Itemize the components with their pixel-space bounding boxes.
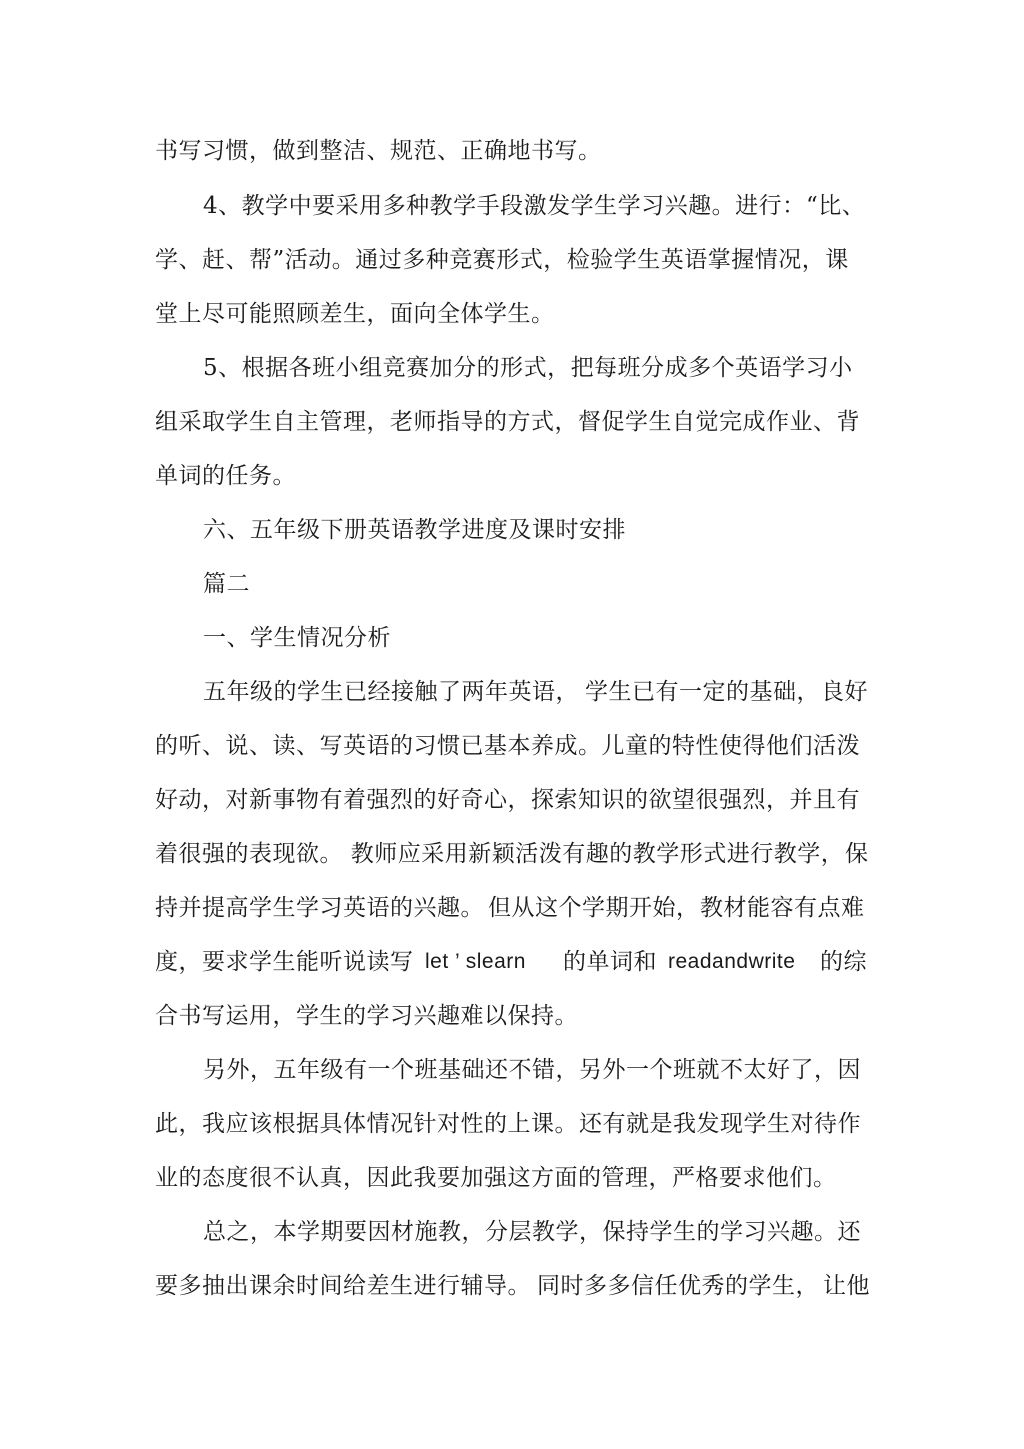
- paragraph-line: 另外，五年级有一个班基础还不错，另外一个班就不太好了，因: [203, 1057, 861, 1083]
- paragraph-line: 5、根据各班小组竞赛加分的形式，把每班分成多个英语学习小: [203, 355, 853, 381]
- section-heading: 六、五年级下册英语教学进度及课时安排: [203, 517, 626, 543]
- paragraph-line: 着很强的表现欲。 教师应采用新颖活泼有趣的教学形式进行教学， 保: [155, 841, 869, 867]
- paragraph-line: 4、教学中要采用多种教学手段激发学生学习兴趣。进行： “比、: [203, 193, 866, 219]
- paragraph-line: 好动，对新事物有着强烈的好奇心，探索知识的欲望很强烈，并且有: [155, 787, 860, 813]
- paragraph-line: 业的态度很不认真，因此我要加强这方面的管理，严格要求他们。: [155, 1165, 837, 1191]
- paragraph-line: 此，我应该根据具体情况针对性的上课。 还有就是我发现学生对待作: [155, 1111, 861, 1137]
- section-heading: 一、学生情况分析: [203, 625, 391, 651]
- paragraph-line: 要多抽出课余时间给差生进行辅导。 同时多多信任优秀的学生， 让他: [155, 1273, 870, 1299]
- paragraph-line: 堂上尽可能照顾差生，面向全体学生。: [155, 301, 555, 327]
- paragraph-line: 单词的任务。: [155, 463, 296, 489]
- paragraph-line: 总之，本学期要因材施教，分层教学，保持学生的学习兴趣。还: [203, 1219, 861, 1245]
- paragraph-line: 持并提高学生学习英语的兴趣。 但从这个学期开始， 教材能容有点难: [155, 895, 865, 921]
- paragraph-line: 度，要求学生能听说读写 let ’ slearn 的单词和 readandwrite 的综: [155, 949, 867, 975]
- paragraph-line: 合书写运用，学生的学习兴趣难以保持。: [155, 1003, 578, 1029]
- paragraph-line: 学、赶、帮”活动。通过多种竞赛形式，检验学生英语掌握情况，课: [155, 247, 849, 273]
- paragraph-line: 书写习惯，做到整洁、规范、正确地书写。: [155, 138, 602, 164]
- section-heading: 篇二: [203, 571, 250, 597]
- paragraph-line: 的听、说、读、写英语的习惯已基本养成。儿童的特性使得他们活泼: [155, 733, 860, 759]
- paragraph-line: 五年级的学生已经接触了两年英语， 学生已有一定的基础， 良好: [203, 679, 868, 705]
- paragraph-line: 组采取学生自主管理，老师指导的方式，督促学生自觉完成作业、背: [155, 409, 860, 435]
